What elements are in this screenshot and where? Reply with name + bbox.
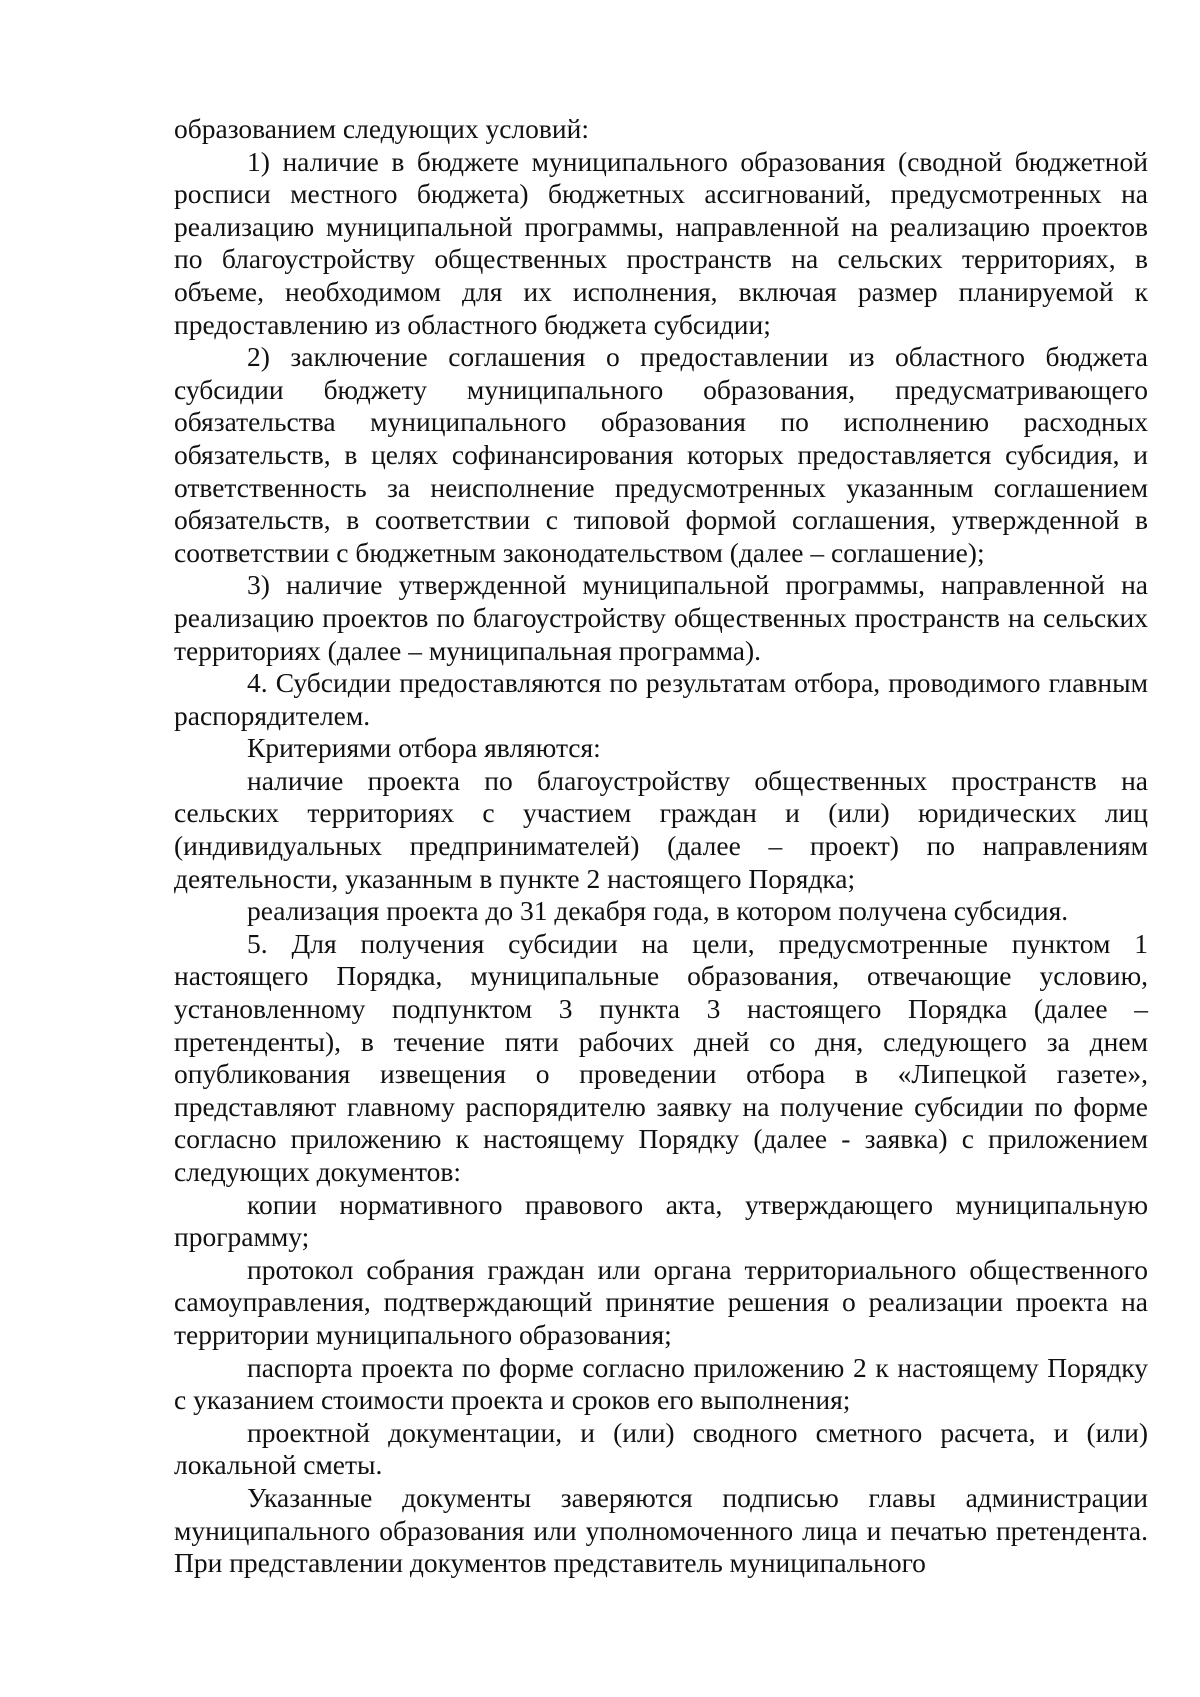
paragraph-doc-design: проектной документации, и (или) сводного сметного расчета, и (или) локальной сметы. [174, 1416, 1148, 1481]
paragraph-condition-2: 2) заключение соглашения о предоставлении из областного бюджета субсидии бюджету муниципального образования, предусматривающего обязательства муниципального образования по исполнению расходных обязательств, в целях софинансирования которых предоставляется субсидия, и ответственность за неисполнение предусмотренных указанным соглашением обязательств, в соответствии с типовой формой соглашения, утвержденной в соответствии с бюджетным законодательством (далее – соглашение); [174, 341, 1148, 568]
paragraph-condition-3: 3) наличие утвержденной муниципальной программы, направленной на реализацию проектов по благоустройству общественных пространств на сельских территориях (далее – муниципальная программа). [174, 569, 1148, 666]
paragraph-criteria-heading: Критериями отбора являются: [247, 732, 601, 764]
paragraph-section-5: 5. Для получения субсидии на цели, предусмотренные пунктом 1 настоящего Порядка, муниципальные образования, отвечающие условию, установленному подпунктом 3 пункта 3 настоящего Порядка (далее – претенденты), в течение пяти рабочих дней со дня, следующего за днем опубликования извещения о проведении отбора в «Липецкой газете», представляют главному распорядителю заявку на получение субсидии по форме согласно приложению к настоящему Порядку (далее - заявка) с приложением следующих документов: [174, 927, 1148, 1187]
paragraph-section-4: 4. Субсидии предоставляются по результатам отбора, проводимого главным распорядителем. [174, 667, 1148, 731]
paragraph-doc-passport: паспорта проекта по форме согласно приложению 2 к настоящему Порядку с указанием стоимости проекта и сроков его выполнения; [174, 1351, 1148, 1416]
paragraph-criterion-deadline: реализация проекта до 31 декабря года, в котором получена субсидия. [247, 895, 1069, 927]
paragraph-doc-program-act: копии нормативного правового акта, утверждающего муниципальную программу; [174, 1188, 1148, 1253]
paragraph-condition-1: 1) наличие в бюджете муниципального образования (сводной бюджетной росписи местного бюджета) бюджетных ассигнований, предусмотренных на реализацию муниципальной программы, направленной на реализацию проектов по благоустройству общественных пространств на сельских территориях, в объеме, необходимом для их исполнения, включая размер планируемой к предоставлению из областного бюджета субсидии; [174, 145, 1148, 340]
document-body [174, 113, 1148, 1580]
paragraph-criterion-project: наличие проекта по благоустройству общественных пространств на сельских территориях с участием граждан и (или) юридических лиц (индивидуальных предпринимателей) (далее – проект) по направлениям деятельности, указанным в пункте 2 настоящего Порядка; [174, 764, 1148, 894]
paragraph-conditions-intro: образованием следующих условий: [174, 113, 589, 144]
paragraph-certification: Указанные документы заверяются подписью главы администрации муниципального образования или уполномоченного лица и печатью претендента. При представлении документов представитель муниципального [174, 1481, 1148, 1579]
paragraph-doc-protocol: протокол собрания граждан или органа территориального общественного самоуправления, подтверждающий принятие решения о реализации проекта на территории муниципального образования; [174, 1253, 1148, 1350]
